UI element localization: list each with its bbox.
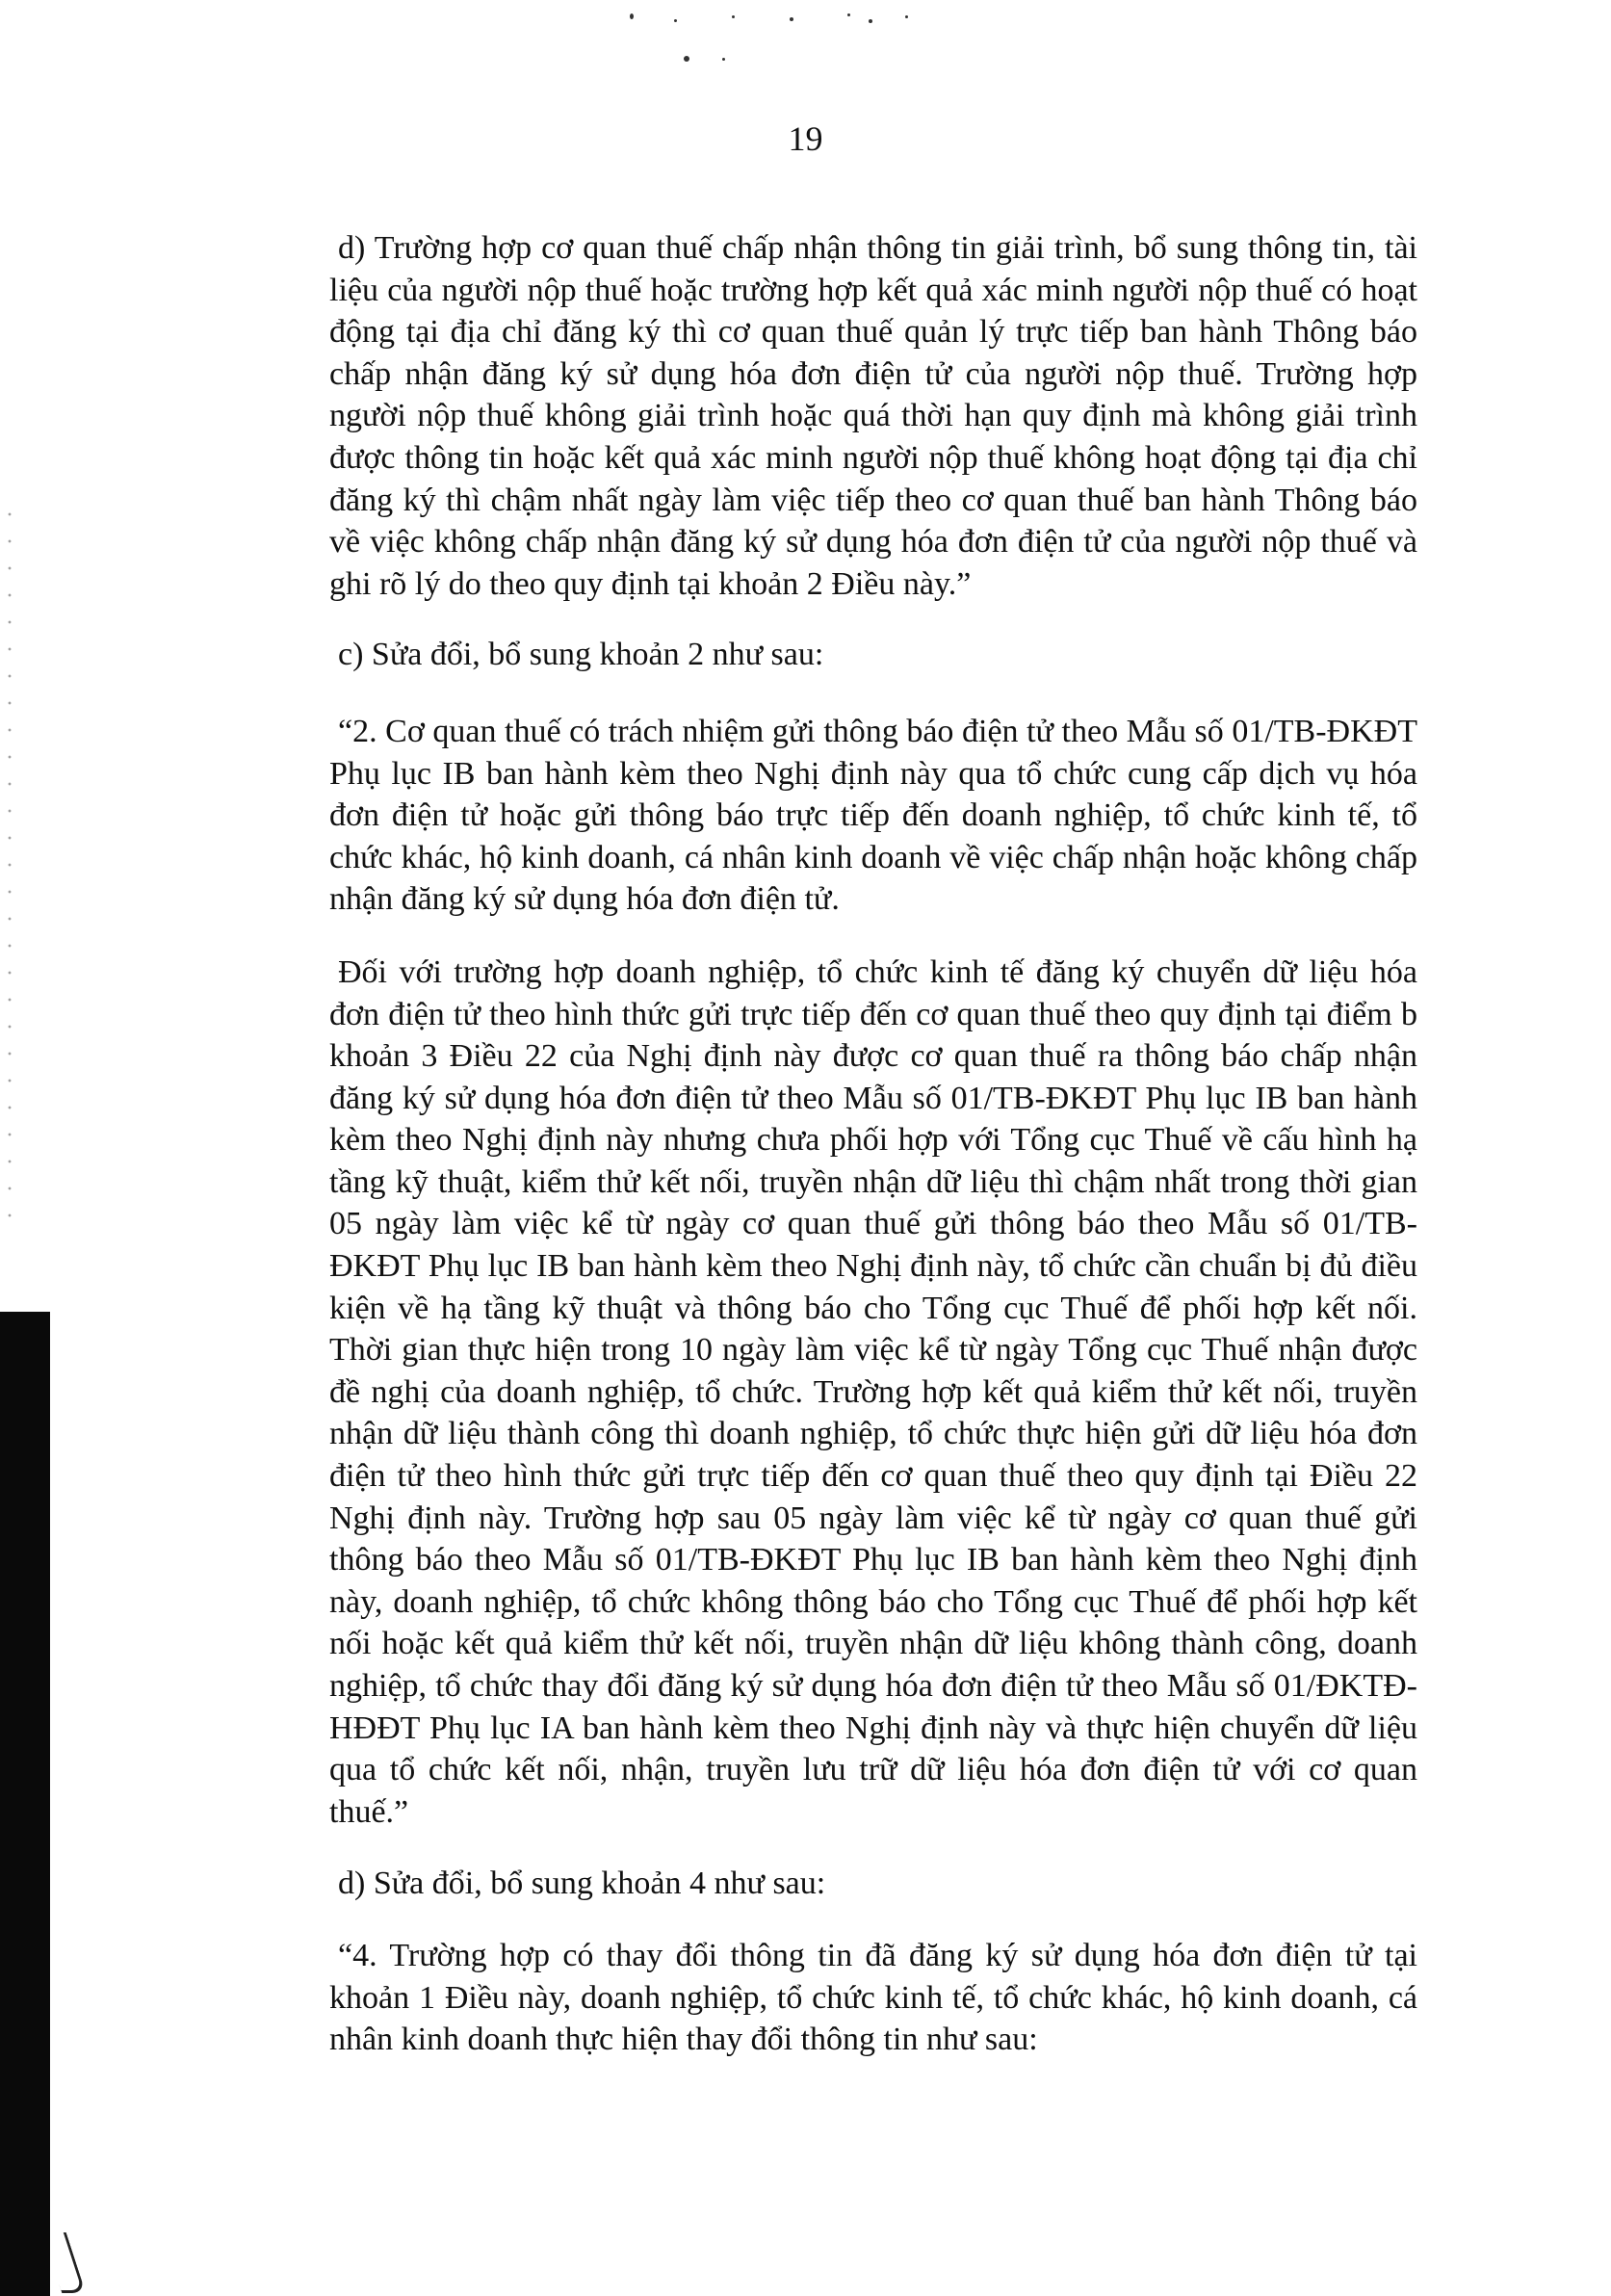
paragraph-d-amend-clause-4: d) Sửa đổi, bổ sung khoản 4 như sau:	[338, 1866, 826, 1902]
paragraph-d-response-accepted: d) Trường hợp cơ quan thuế chấp nhận thông tin giải trình, bổ sung thông tin, tài liệu của người nộp thuế hoặc trường hợp kết quả xác minh người nộp thuế có hoạt động tại địa chỉ đăng ký thì cơ quan thuế quản lý trực tiếp ban hành Thông báo chấp nhận đăng ký sử dụng hóa đơn điện tử của người nộp thuế. Trường hợp người nộp thuế không giải trình hoặc quá thời hạn quy định mà không giải trình được thông tin hoặc kết quả xác minh người nộp thuế không hoạt động tại địa chỉ đăng ký thì chậm nhất ngày làm việc tiếp theo cơ quan thuế ban hành Thông báo về việc không chấp nhận đăng ký sử dụng hóa đơn điện tử của người nộp thuế và ghi rõ lý do theo quy định tại khoản 2 Điều này.”	[329, 230, 1417, 602]
paragraph-clause-2: “2. Cơ quan thuế có trách nhiệm gửi thông báo điện tử theo Mẫu số 01/TB-ĐKĐT Phụ lục IB ban hành kèm theo Nghị định này qua tổ chức cung cấp dịch vụ hóa đơn điện tử hoặc gửi thông báo trực tiếp đến doanh nghiệp, tổ chức kinh tế, tổ chức khác, hộ kinh doanh, cá nhân kinh doanh về việc chấp nhận hoặc không chấp nhận đăng ký sử dụng hóa đơn điện tử.	[329, 713, 1417, 918]
scan-artifact-specks	[616, 6, 1001, 73]
paragraph-direct-submission: Đối với trường hợp doanh nghiệp, tổ chức kinh tế đăng ký chuyển dữ liệu hóa đơn điện tử theo hình thức gửi trực tiếp đến cơ quan thuế theo quy định tại điểm b khoản 3 Điều 22 của Nghị định này được cơ quan thuế ra thông báo chấp nhận đăng ký sử dụng hóa đơn điện tử theo Mẫu số 01/TB-ĐKĐT Phụ lục IB ban hành kèm theo Nghị định này nhưng chưa phối hợp với Tổng cục Thuế về cấu hình hạ tầng kỹ thuật, kiểm thử kết nối, truyền nhận dữ liệu thì chậm nhất trong thời gian 05 ngày làm việc kể từ ngày cơ quan thuế gửi thông báo theo Mẫu số 01/TB-ĐKĐT Phụ lục IB ban hành kèm theo Nghị định này, tổ chức cần chuẩn bị đủ điều kiện về hạ tầng kỹ thuật và thông báo cho Tổng cục Thuế để phối hợp kết nối. Thời gian thực hiện trong 10 ngày làm việc kể từ ngày Tổng cục Thuế nhận được đề nghị của doanh nghiệp, tổ chức. Trường hợp kết quả kiểm thử kết nối, truyền nhận dữ liệu thành công thì doanh nghiệp, tổ chức thực hiện gửi dữ liệu hóa đơn điện tử theo hình thức gửi trực tiếp đến cơ quan thuế theo quy định tại Điều 22 Nghị định này. Trường hợp sau 05 ngày làm việc kể từ ngày cơ quan thuế gửi thông báo theo Mẫu số 01/TB-ĐKĐT Phụ lục IB ban hành kèm theo Nghị định này, doanh nghiệp, tổ chức không thông báo cho Tổng cục Thuế để phối hợp kết nối hoặc kết quả kiểm thử kết nối, truyền nhận dữ liệu không thành công, doanh nghiệp, tổ chức thay đổi đăng ký sử dụng hóa đơn điện tử theo Mẫu số 01/ĐKTĐ-HĐĐT Phụ lục IA ban hành kèm theo Nghị định này và thực hiện chuyển dữ liệu qua tổ chức kết nối, nhận, truyền lưu trữ dữ liệu hóa đơn điện tử với cơ quan thuế.”	[329, 953, 1417, 1830]
scan-artifact-shadow	[0, 1312, 50, 2296]
paragraph-c-amend-clause-2: c) Sửa đổi, bổ sung khoản 2 như sau:	[338, 637, 824, 673]
document-body	[329, 227, 1417, 2061]
scan-artifact-dots	[8, 501, 12, 1233]
paragraph-clause-4: “4. Trường hợp có thay đổi thông tin đã đăng ký sử dụng hóa đơn điện tử tại khoản 1 Điều này, doanh nghiệp, tổ chức kinh tế, tổ chức khác, hộ kinh doanh, cá nhân kinh doanh thực hiện thay đổi thông tin như sau:	[329, 1937, 1417, 2058]
page-number: 19	[788, 119, 823, 158]
